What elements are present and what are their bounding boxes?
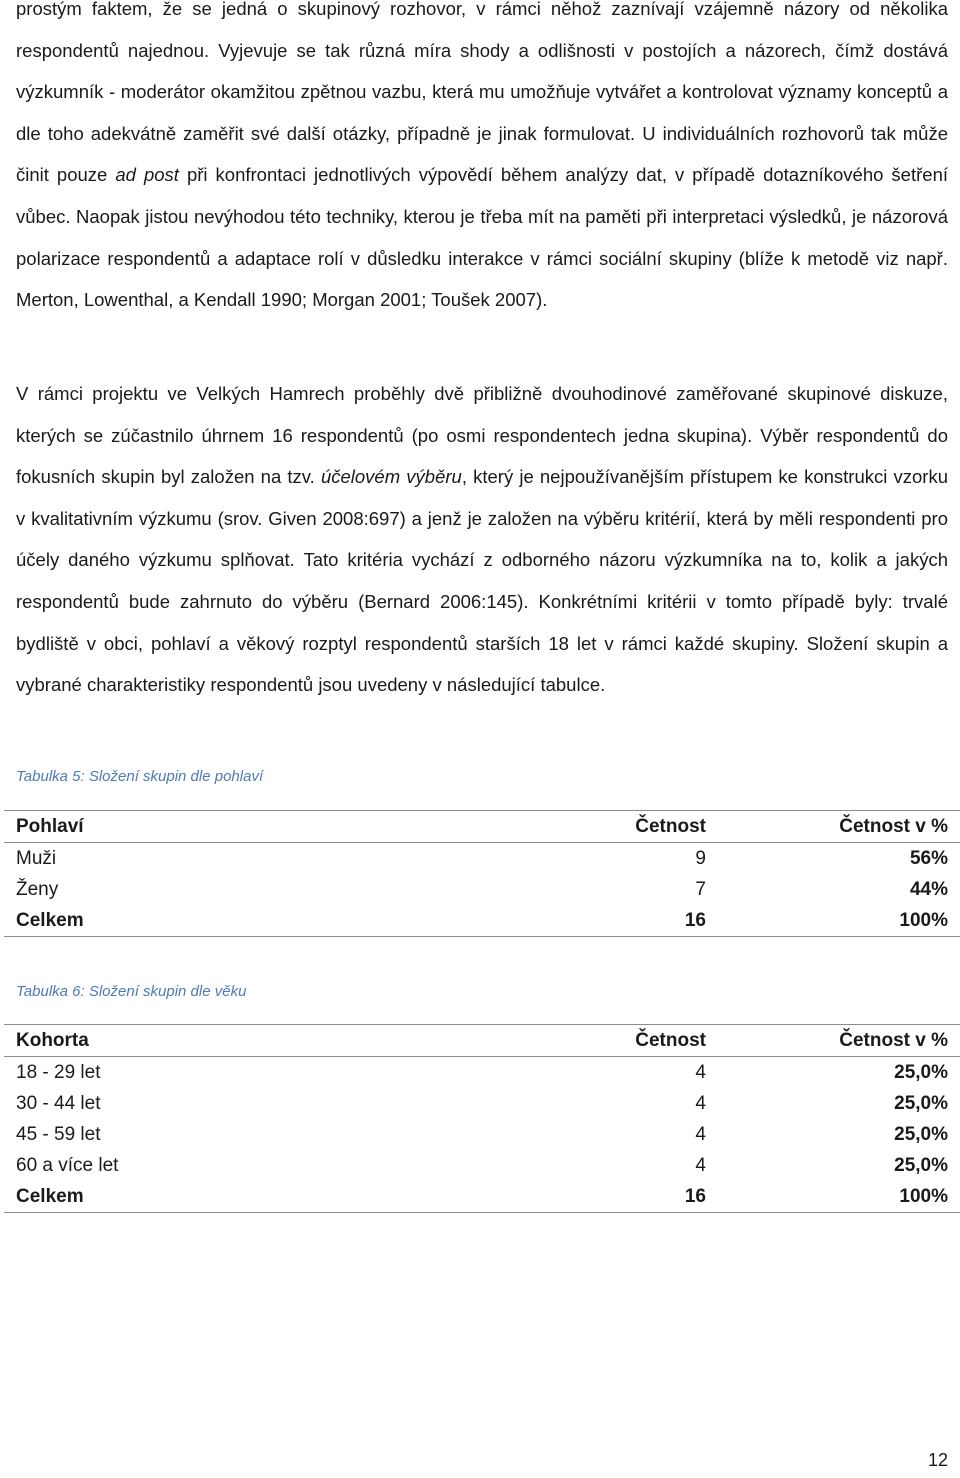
table-cell: 60 a více let: [16, 1154, 119, 1176]
paragraph-italic-term: ad post: [115, 164, 179, 186]
paragraph-text: při konfrontaci jednotlivých výpovědí během analýzy dat, v případě dotazníkového šetření vůbec. Naopak jistou nevýhodou této techniky, kterou je třeba mít na paměti při interpretaci výsledků, je názorová polarizace respondentů a adaptace rolí v důsledku interakce v rámci sociální skupiny (blíže k metodě viz např. Merton, Lowenthal, a Kendall 1990; Morgan 2001; Toušek 2007).: [16, 164, 948, 311]
table-total-row: [4, 905, 960, 937]
table-cell: Muži: [16, 847, 57, 869]
gender-composition-table: [4, 810, 960, 937]
table-cell: 25,0%: [894, 1123, 948, 1145]
table-cell: 25,0%: [894, 1061, 948, 1083]
paragraph-text: V rámci projektu ve Velkých Hamrech proběhly dvě přibližně dvouhodinové zaměřované skupinové diskuze, kterých se zúčastnilo úhrnem 16 respondentů (po osmi respondentech jedna skupina). Výběr respondentů do fokusních skupin byl založen na tzv.: [16, 383, 948, 488]
column-header: Četnost: [514, 1025, 718, 1057]
body-paragraph-1: [16, 0, 948, 321]
table-cell: 44%: [909, 878, 948, 900]
column-header: Četnost v %: [718, 811, 960, 843]
table-cell: 16: [514, 1181, 718, 1213]
table-cell: 4: [695, 1154, 706, 1176]
column-header: Četnost v %: [718, 1025, 960, 1057]
table-caption: Tabulka 6: Složení skupin dle věku: [16, 983, 247, 1000]
table-caption: Tabulka 5: Složení skupin dle pohlaví: [16, 768, 264, 785]
table-cell: 56%: [909, 847, 948, 869]
table-header-row: [4, 1025, 960, 1057]
table-row: [4, 1150, 960, 1181]
body-paragraph-2: [16, 373, 948, 706]
paragraph-text: prostým faktem, že se jedná o skupinový rozhovor, v rámci něhož zaznívají vzájemně názory od několika respondentů najednou. Vyjevuje se tak různá míra shody a odlišnosti v postojích a názorech, čímž dostává výzkumník - moderátor okamžitou zpětnou vazbu, která mu umožňuje vytvářet a kontrolovat významy konceptů a dle toho adekvátně zaměřit své další otázky, případně je jinak formulovat. U individuálních rozhovorů tak může činit pouze: [16, 0, 948, 186]
table-cell: 7: [695, 878, 706, 900]
table-cell: Ženy: [16, 878, 59, 900]
paragraph-italic-term: účelovém výběru: [320, 466, 462, 488]
table-cell: Celkem: [4, 905, 514, 937]
table-cell: 4: [695, 1061, 706, 1083]
table-cell: 18 - 29 let: [16, 1061, 101, 1083]
table-cell: 25,0%: [894, 1092, 948, 1114]
age-composition-table: [4, 1024, 960, 1213]
table-row: [4, 1119, 960, 1150]
table-cell: 45 - 59 let: [16, 1123, 101, 1145]
table-row: [4, 1057, 960, 1089]
column-header: Kohorta: [4, 1025, 514, 1057]
table-cell: 4: [695, 1123, 706, 1145]
paragraph-text: , který je nejpoužívanějším přístupem ke konstrukci vzorku v kvalitativním výzkumu (srov. Given 2008:697) a jenž je založen na výběru kritérií, která by měli respondenti pro účely daného výzkumu splňovat. Tato kritéria vychází z odborného názoru výzkumníka na to, kolik a jakých respondentů bude zahrnuto do výběru (Bernard 2006:145). Konkrétními kritérii v tomto případě byly: trvalé bydliště v obci, pohlaví a věkový rozptyl respondentů starších 18 let v rámci každé skupiny. Složení skupin a vybrané charakteristiky respondentů jsou uvedeny v následující tabulce.: [16, 466, 949, 696]
table-cell: 30 - 44 let: [16, 1092, 101, 1114]
table-cell: 100%: [718, 1181, 960, 1213]
table-total-row: [4, 1181, 960, 1213]
table-header-row: [4, 811, 960, 843]
table-cell: Celkem: [4, 1181, 514, 1213]
table-row: [4, 874, 960, 905]
table-row: [4, 843, 960, 875]
table-cell: 100%: [718, 905, 960, 937]
column-header: Četnost: [514, 811, 718, 843]
table-row: [4, 1088, 960, 1119]
table-cell: 4: [695, 1092, 706, 1114]
table-cell: 25,0%: [894, 1154, 948, 1176]
column-header: Pohlaví: [4, 811, 514, 843]
table-cell: 9: [695, 847, 706, 869]
table-cell: 16: [514, 905, 718, 937]
page-number: 12: [927, 1450, 948, 1470]
